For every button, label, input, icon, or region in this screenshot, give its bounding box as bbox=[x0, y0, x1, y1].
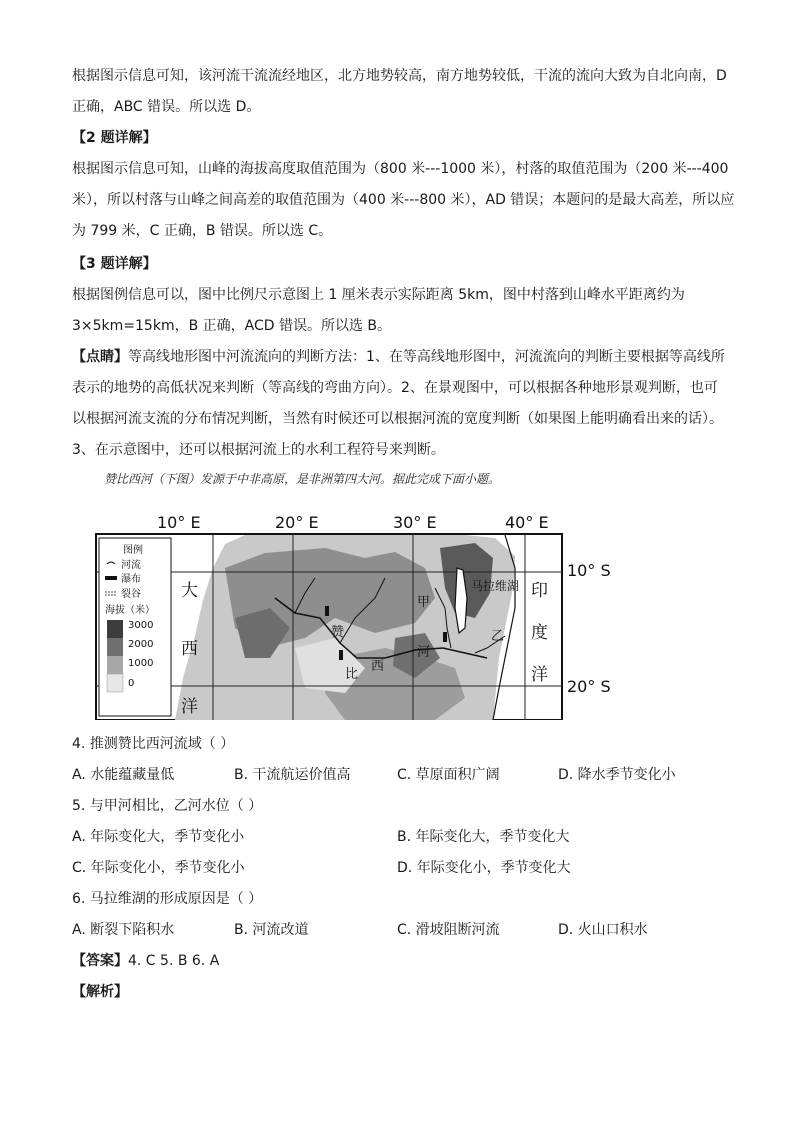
legend-title: 图例 bbox=[123, 545, 143, 556]
waterfall-marker bbox=[325, 606, 329, 616]
elev-label: 1000 bbox=[128, 658, 154, 669]
section-heading-q3: 【3 题详解】 bbox=[72, 256, 157, 272]
text-line: 米），所以村落与山峰之间高差的取值范围为（400 米---800 米），AD 错误；本题问的是最大高差，所以应 bbox=[72, 192, 735, 208]
option-a: A. 断裂下陷积水 bbox=[72, 922, 175, 938]
legend-river: 河流 bbox=[121, 560, 141, 571]
option-d: D. 降水季节变化小 bbox=[558, 767, 676, 783]
zambezi-map-figure bbox=[95, 508, 715, 720]
lat-label: 20° S bbox=[567, 677, 611, 696]
text-line: 根据图示信息可知，山峰的海拔高度取值范围为（800 米---1000 米），村落的取值范围为（200 米---400 bbox=[72, 161, 729, 177]
elev-swatch bbox=[107, 620, 123, 638]
option-c: C. 年际变化小，季节变化小 bbox=[72, 860, 245, 876]
text-line: 为 799 米，C 正确，B 错误。所以选 C。 bbox=[72, 223, 333, 239]
elev-label: 0 bbox=[128, 678, 135, 689]
elev-swatch bbox=[107, 656, 123, 674]
yi-label: 乙 bbox=[491, 629, 505, 644]
indian-ocean-label: 洋 bbox=[531, 665, 548, 685]
option-b: B. 年际变化大，季节变化大 bbox=[397, 829, 570, 845]
lon-label: 20° E bbox=[275, 513, 319, 532]
waterfall-legend-icon bbox=[105, 576, 117, 580]
zambezi-label: 西 bbox=[371, 659, 385, 674]
option-a: A. 年际变化大，季节变化小 bbox=[72, 829, 245, 845]
option-a: A. 水能蕴藏量低 bbox=[72, 767, 175, 783]
waterfall-marker bbox=[339, 650, 343, 660]
text-line bbox=[72, 347, 725, 367]
indian-ocean-label: 度 bbox=[531, 623, 548, 643]
section-heading-q2: 【2 题详解】 bbox=[72, 130, 157, 146]
lon-label: 40° E bbox=[505, 513, 549, 532]
atlantic-label: 大 bbox=[181, 581, 198, 601]
tip-tag: 【点睛】 bbox=[72, 349, 128, 365]
text-line: 表示的地势的高低状况来判断（等高线的弯曲方向）。2、在景观图中，可以根据各种地形景观判断，也可 bbox=[72, 380, 718, 396]
atlantic-label: 西 bbox=[181, 639, 198, 659]
lat-label: 10° S bbox=[567, 561, 611, 580]
text-line: 正确，ABC 错误。所以选 D。 bbox=[72, 99, 261, 115]
option-b: B. 干流航运价值高 bbox=[234, 767, 351, 783]
option-d: D. 火山口积水 bbox=[558, 922, 648, 938]
text-line: 根据图示信息可知，该河流干流流经地区，北方地势较高，南方地势较低，干流的流向大致为自北向南，D bbox=[72, 68, 727, 84]
option-d: D. 年际变化小，季节变化大 bbox=[397, 860, 571, 876]
lake-label: 马拉维湖 bbox=[471, 579, 520, 593]
option-c: C. 滑坡阻断河流 bbox=[397, 922, 500, 938]
question-stem: 5. 与甲河相比，乙河水位（ ） bbox=[72, 798, 263, 814]
elev-swatch bbox=[107, 638, 123, 656]
option-c: C. 草原面积广阔 bbox=[397, 767, 500, 783]
elev-label: 2000 bbox=[128, 639, 154, 650]
answer-values: 4. C 5. B 6. A bbox=[128, 953, 220, 969]
text-line: 根据图例信息可以，图中比例尺示意图上 1 厘米表示实际距离 5km，图中村落到山峰水平距离约为 bbox=[72, 287, 685, 303]
question-intro: 赞比西河（下图）发源于中非高原，是非洲第四大河。据此完成下面小题。 bbox=[104, 472, 501, 486]
zambezi-label: 比 bbox=[345, 667, 359, 682]
analysis-heading: 【解析】 bbox=[72, 984, 128, 1000]
atlantic-label: 洋 bbox=[181, 697, 198, 717]
map-legend bbox=[99, 538, 171, 716]
answer-tag: 【答案】 bbox=[72, 953, 128, 969]
answer-line bbox=[72, 951, 219, 971]
zambezi-label: 赞 bbox=[331, 625, 345, 640]
map-svg bbox=[95, 508, 715, 720]
legend-elev-title: 海拔（米） bbox=[105, 605, 155, 616]
option-b: B. 河流改道 bbox=[234, 922, 309, 938]
text-line: 3、在示意图中，还可以根据河流上的水利工程符号来判断。 bbox=[72, 442, 445, 458]
elev-swatch bbox=[107, 674, 123, 692]
text-line: 3×5km=15km，B 正确，ACD 错误。所以选 B。 bbox=[72, 318, 392, 334]
legend-falls: 瀑布 bbox=[121, 574, 141, 585]
question-stem: 6. 马拉维湖的形成原因是（ ） bbox=[72, 891, 263, 907]
text-line: 以根据河流支流的分布情况判断，当然有时候还可以根据河流的宽度判断（如果图上能明确看出来的话）。 bbox=[72, 411, 723, 427]
jia-label: 甲 bbox=[417, 595, 431, 610]
lon-label: 10° E bbox=[157, 513, 201, 532]
legend-rift: 裂谷 bbox=[121, 589, 141, 600]
tip-text: 等高线地形图中河流流向的判断方法：1、在等高线地形图中，河流流向的判断主要根据等高线所 bbox=[128, 349, 725, 365]
question-stem: 4. 推测赞比西河流域（ ） bbox=[72, 736, 235, 752]
elev-label: 3000 bbox=[128, 620, 154, 631]
he-label: 河 bbox=[417, 645, 431, 660]
waterfall-marker bbox=[443, 632, 447, 642]
indian-ocean-label: 印 bbox=[531, 581, 548, 601]
lon-label: 30° E bbox=[393, 513, 437, 532]
